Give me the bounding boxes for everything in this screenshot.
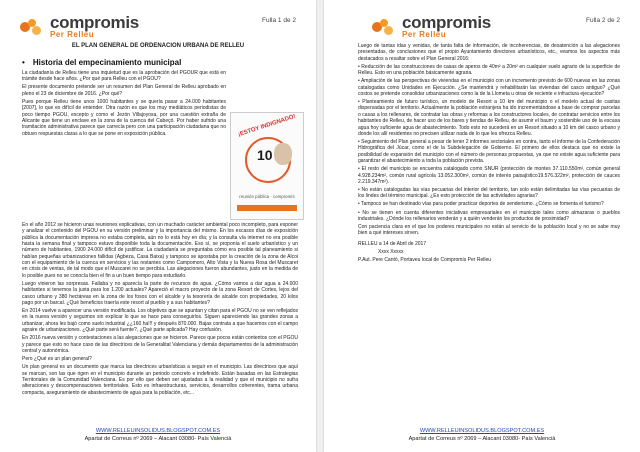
document-page-1 (0, 0, 316, 452)
paragraph: Con paciencia clara en el que los poderes municipales no están al servicio de la población local y no se sabe muy bien a qué intereses sirven. (358, 224, 620, 237)
paragraph: El presente documento pretende ser un resumen del Plan General de Relleu aprobado en pleno el 23 de diciembre de 2016. ¿Por qué? (22, 84, 226, 97)
paragraph: • No se tienen en cuenta diferentes iniciativas empresariales en el municipio tales como almazaras o pueblos industriales. ¿Dónde los rellenarios venderán y a quién venderán los productos de proximidad? (358, 209, 620, 222)
brand-name: compromis (50, 13, 139, 32)
paragraph: Pues porque Relleu tiene unos 1000 habitantes y se quería pasar a 24.000 habitantes [2007], lo que es difícil de entender. Otra razón es que los muy mediáticos periodistas de poco tiempo PGOU, excepto y como el Jezón Villajoyosa, por una cuestión extraña de Alicante que tiene un enclave en la zona de la cuenca del Cabeçó. Por haber sufrido una tramitación administrativa parece que carrecía pero con una participación ciudadana que no obtuvo respuestas claras a lo que se pone en exposición pública. (22, 98, 226, 137)
brand-name: compromis (402, 13, 491, 32)
poster-headline: ¡ESTOY INDIGNADO! (237, 113, 297, 139)
paragraph: • No están catalogadas las vías pecuarias del interior del territorio, tan solo están delimitadas las vías pecuarias de los lindes del término municipal. ¿Es esto protección de las actividades agrarias? (358, 187, 620, 200)
paragraph: Un plan general es un documento que marca las directrices urbanísticas a seguir en el municipio. Las directrices que aquí se marcan, son las que rigen en el municipio durante un periodo concreto e indefinido. Están basadas en las Estrategias Territoriales de la Comunidad Valenciana. Es por ello que deben ser ajustadas a la realidad y que el municipio no sufra alteraciones y descompensaciones territoriales. Esto es infraestructuras, servicios, desarrollos coherentes, trama urbana compacta, aseguramiento de abastecimiento de agua para la población, etc... (22, 364, 298, 396)
paragraph: • El resto del municipio se encuentra catalogado como SNUR (protección de montes 37.110.550m², común general 4.928.234m², común rural agrícola 13.052.300m², común de interés paisajístico19.576.322m², protección de cauces 2.219.347m²). (358, 166, 620, 185)
document-page-2 (324, 0, 640, 452)
page1-intro-text (22, 70, 226, 139)
paragraph: Luego vinieron las sorpresas. Fallaba y no aparecía la parte de recursos de agua. ¿Cómo vamos a dar agua a 24.000 habitantes si tenemos la justa para los 1.200 actuales? Apareció el macro proyecto de la zona Resort de Cortes, lejos del casco urbano y 380 hectáreas en la zona de los fosos con el alcalde y la tesorería de alcalde con propiedades, 20 kilos pago por un barcal. ¿Qué beneficios traería este resort al pueblo y a sus habitantes? (22, 280, 298, 306)
paragraph: • Seguimiento del Plan general a pesar de tener 2 informes sectoriales en contra, tanto el informe de la Confederación Hidrográfica del Júcar, como el de la Subdelegación de Gobierno. El primero de ellos destaca que no existe la posibilidad de expansión del municipio con el número de personas propuestas, ya que no existe agua suficiente para garantizar el abastecimiento a toda la población prevista. (358, 139, 620, 165)
page1-footer (0, 428, 316, 442)
page-number: Fulla 2 de 2 (586, 17, 620, 24)
blog-link[interactable]: WWW.RELLEUINSOLIDUS.BLOGSPOT.COM.ES (95, 428, 221, 434)
page2-footer (324, 428, 640, 442)
page-number: Fulla 1 de 2 (262, 17, 296, 24)
date-line: RELLEU a 14 de Abril de 2017 (358, 240, 427, 247)
paragraph: La ciudadanía de Relleu tiene una inquietud que es la aprobación del PGOUR que está en trámite desde hace años. ¿Por qué para Relleu con el PGOU? (22, 70, 226, 83)
paragraph: • Ampliación de las perspectivas de viviendas en el municipio con un incremento previsto de 600 nuevas en las zonas catalogadas como Unidades en Ejecución. ¿Se mantendrá y rehabilitarán las viviendas del casco antiguo? ¿Qué costos se pretende consolidar urbanizaciones como la de la Llometa u otras de reciente e infractura ejecución? (358, 78, 620, 97)
compromis-logo (20, 14, 139, 39)
paragraph: En 2016 nueva versión y contestaciones a las alegaciones que se hicieron. Parece que pocos están contentos con el PGOU y parece que esto no hace caso de las directrices de la Generalitat Valenciana y demás departamentos de la administración central y autonómica. (22, 335, 298, 354)
paragraph: En el año 2012 se hicieron unas reuniones explicativas, con un muchado carácter ambiental poco incompleto, para exponer y analizar el contenido del PGOU en su versión preliminar y la importancia del mismo. En los escasos días de exposición pública la documentación impresa no estaba completa, aún no lo está hoy en día; y la consulta vía internet no era posible hasta la semana final y tampoco estuvo disponible toda la documentación. Eso sí, se proponía el suelo urbanístico y un número de habitantes, 1900 24.000 difícil de justificar. La ciudadanía se preguntaba cómo era posible tal planeamiento si habían pequeñas urbanizaciones fallidas (Agbeza, Casa Baixa) y tampoco se apostaba por la creación de la zona de Alcoi con el equipamiento de la cuenca en servicios y las restantes como Campomoro, Alto Vista y la Nueva Rosa del Muscaret en crisis de ventas, de tal modo que el Muscaret no se percibía. Las alegaciones fueron abundantes, justo en la medida de lo posible pues no se conocía bien el fin a un buen tiempo para estudiarlo. (22, 222, 298, 279)
blog-link[interactable]: WWW.RELLEUINSOLIDUS.BLOGSPOT.COM.ES (419, 428, 545, 434)
paragraph: En 2014 vuelve a aparecer una versión modificada. Los objetivos que se apuntan y citan para el PGOU no se ven reflejados en la nueva versión y seguimos sin explicar lo que se hace para conseguirlos. Siguen apareciendo las grandes zonas a urbanizar, ahora les bajó como suelo industrial ¿¿160 ha!!! y después 870.000. Bajas contrata a que hacemos con el campo agraire de urbanizaciones. ¿Qué parte será fuente?, ¿Qué parte aplicada? Hay confusión. (22, 308, 298, 334)
document-title: EL PLAN GENERAL DE ORDENACION URBANA DE RELLEU (71, 43, 245, 49)
brand-subtitle: Per Relleu (402, 30, 447, 39)
page2-body-text (358, 43, 620, 265)
compromis-logo-icon (372, 19, 396, 35)
poster-number: 10 (257, 147, 273, 163)
poster-caption: reunión pública · compromís (239, 194, 295, 199)
protest-poster-image (230, 112, 304, 220)
postal-address: Apartat de Correus nº 2069 – Alacant 03080- País Valencià (408, 436, 556, 442)
compromis-logo (372, 14, 491, 39)
page1-body-text (22, 222, 298, 398)
paragraph: • Tampoco se han destinado vías para poder practicar deportes de senderismo. ¿Cómo se fomenta el turismo? (358, 201, 604, 208)
paragraph: Pero ¿Qué es un plan general? (22, 356, 92, 363)
compromis-logo-icon (20, 19, 44, 35)
brand-subtitle: Per Relleu (50, 30, 95, 39)
paragraph: Luego de tantas idas y venidas, de tanta falta de información, de incoherencias, de desatención a las alegaciones presentadas, de conclusiones que el propio Ayuntamiento directores urbanísticos, etc., veamos los aspectos más destacados a resaltar sobre el Plan General 2016: (358, 43, 620, 62)
paragraph: • Planteamiento de futuro turístico, un modelo de Resort a 10 km del municipio o el modelo actual de casitas dispersadas por el territorio. Actualmente la población extranjera ha ido incrementándose a base de comprar parcelas o casas a los rellenares, de contratar las obras y reformas a los constructores locales, de contratar servicios entre los habitantes de Relleu, de hacer uso de los bares y tiendas de Relleu, de asumir el baum y sostenible uso de la escasa agua hoy suficiente agua de abastecimiento. Todo esto no sucederá en un Resort situado a 10 km del casco urbano y donde los allí residentes no precisen utilizar nada de lo que les ofrezca Relleu. (358, 99, 620, 137)
signature-name: P.Aut. Pere Cantó, Portaveu local de Compromís Per Relleu (358, 257, 492, 264)
postal-address: Apartat de Correus nº 2069 – Alacant 03080- País Valencià (84, 436, 232, 442)
paragraph: • Reducción de las construcciones de casas de aperos de 40m² a 20m² en cualquier suelo agrario de la superficie de Relleu. Esto en una población básicamente agraria. (358, 63, 620, 77)
section-heading: • Historia del empecinamiento municipal (22, 58, 181, 67)
signature-placeholder: Xxxx Xxxxx (378, 248, 404, 255)
